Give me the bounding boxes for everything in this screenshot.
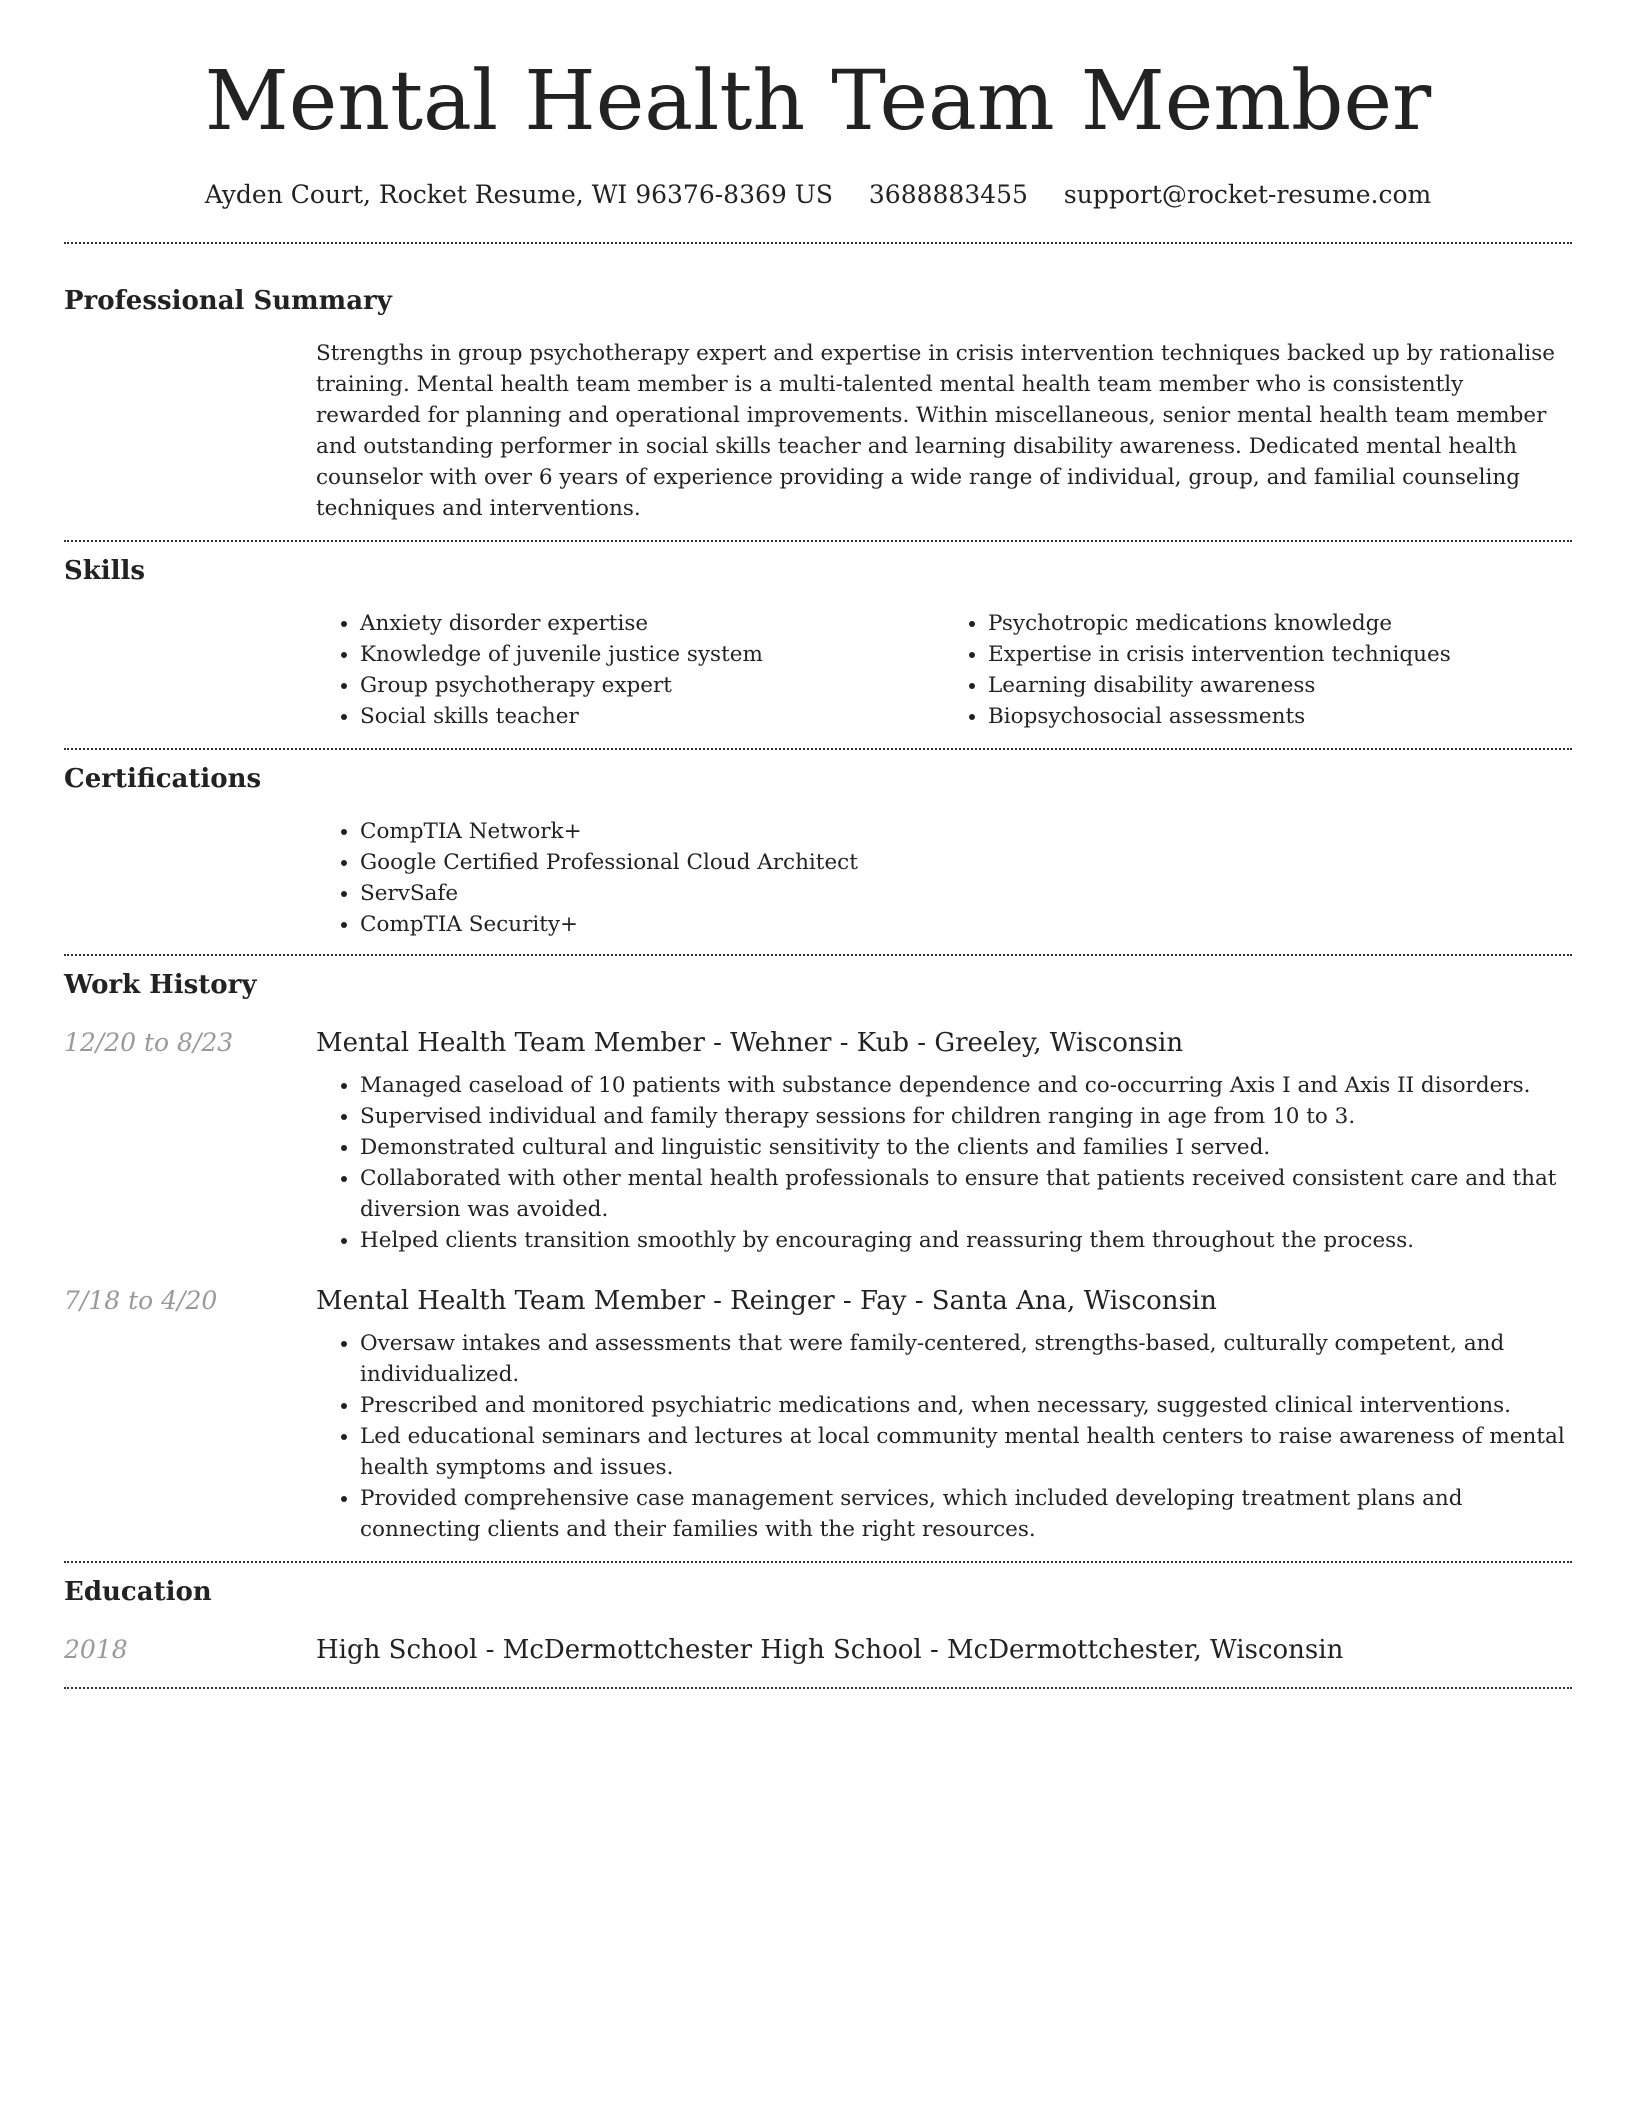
list-item: • Supervised individual and family therapy sessions for children ranging in age from 10 to 3. bbox=[360, 1101, 1572, 1132]
job-heading bbox=[64, 1026, 1572, 1060]
list-item: • Managed caseload of 10 patients with substance dependence and co-occurring Axis I and Axis II disorders. bbox=[360, 1070, 1572, 1101]
list-item: • Learning disability awareness bbox=[988, 670, 1572, 701]
section-title: Education bbox=[64, 1577, 212, 1607]
section-title: Work History bbox=[64, 970, 257, 1000]
section-title: Professional Summary bbox=[64, 286, 392, 316]
job-title: Mental Health Team Member - Reinger - Fay - Santa Ana, Wisconsin bbox=[316, 1286, 1217, 1316]
education-year: 2018 bbox=[64, 1635, 128, 1664]
education-section bbox=[64, 1575, 1572, 1667]
job-dates: 7/18 to 4/20 bbox=[64, 1286, 218, 1315]
list-item: • Provided comprehensive case management services, which included developing treatment plans and connecting clients and their families with the right resources. bbox=[360, 1483, 1572, 1545]
list-item: • Google Certified Professional Cloud Architect bbox=[360, 847, 1572, 878]
list-item: • Demonstrated cultural and linguistic sensitivity to the clients and families I served. bbox=[360, 1132, 1572, 1163]
job-bullets bbox=[316, 1070, 1572, 1256]
resume-header bbox=[64, 0, 1572, 212]
divider bbox=[64, 1561, 1572, 1563]
list-item: • ServSafe bbox=[360, 878, 1572, 909]
job-heading bbox=[64, 1284, 1572, 1318]
list-item: • Prescribed and monitored psychiatric medications and, when necessary, suggested clinical interventions. bbox=[360, 1390, 1572, 1421]
job-entry bbox=[64, 1026, 1572, 1256]
list-item: • Knowledge of juvenile justice system bbox=[360, 639, 944, 670]
education-title: High School - McDermottchester High School - McDermottchester, Wisconsin bbox=[316, 1635, 1344, 1665]
work-history-section bbox=[64, 968, 1572, 1545]
divider bbox=[64, 242, 1572, 244]
list-item: • Psychotropic medications knowledge bbox=[988, 608, 1572, 639]
list-item: • CompTIA Network+ bbox=[360, 816, 1572, 847]
contact-phone: 3688883455 bbox=[868, 180, 1028, 209]
list-item: • Helped clients transition smoothly by encouraging and reassuring them throughout the process. bbox=[360, 1225, 1572, 1256]
resume-page bbox=[64, 0, 1572, 1689]
list-item: • Group psychotherapy expert bbox=[360, 670, 944, 701]
list-item: • Collaborated with other mental health professionals to ensure that patients received consistent care and that diversion was avoided. bbox=[360, 1163, 1572, 1225]
contact-line bbox=[64, 178, 1572, 212]
list-item: • Oversaw intakes and assessments that were family-centered, strengths-based, culturally competent, and individualized. bbox=[360, 1328, 1572, 1390]
certifications-section bbox=[64, 762, 1572, 940]
list-item: • Biopsychosocial assessments bbox=[988, 701, 1572, 732]
skills-list-right bbox=[944, 608, 1572, 732]
divider bbox=[64, 954, 1572, 956]
job-title: Mental Health Team Member - Wehner - Kub - Greeley, Wisconsin bbox=[316, 1028, 1184, 1058]
education-entry bbox=[64, 1633, 1572, 1667]
divider bbox=[64, 540, 1572, 542]
list-item: • Anxiety disorder expertise bbox=[360, 608, 944, 639]
summary-section bbox=[64, 284, 1572, 524]
list-item: • CompTIA Security+ bbox=[360, 909, 1572, 940]
skills-grid bbox=[316, 608, 1572, 732]
section-title: Skills bbox=[64, 556, 146, 586]
list-item: • Expertise in crisis intervention techniques bbox=[988, 639, 1572, 670]
certifications-block bbox=[316, 816, 1572, 940]
certifications-list bbox=[316, 816, 1572, 940]
divider bbox=[64, 748, 1572, 750]
list-item: • Social skills teacher bbox=[360, 701, 944, 732]
job-entry bbox=[64, 1284, 1572, 1545]
section-title: Certifications bbox=[64, 764, 262, 794]
summary-text: Strengths in group psychotherapy expert and expertise in crisis intervention techniques backed up by rationalise training. Mental health team member is a multi-talented mental health team member who is consistently rewarded for planning and operational improvements. Within miscellaneous, senior mental health team member and outstanding performer in social skills teacher and learning disability awareness. Dedicated mental health counselor with over 6 years of experience providing a wide range of individual, group, and familial counseling techniques and interventions. bbox=[316, 341, 1556, 521]
divider bbox=[64, 1687, 1572, 1689]
skills-section bbox=[64, 554, 1572, 732]
contact-address: Ayden Court, Rocket Resume, WI 96376-8369 US bbox=[204, 180, 833, 209]
job-bullets bbox=[316, 1328, 1572, 1545]
skills-list-left bbox=[316, 608, 944, 732]
candidate-name: Mental Health Team Member bbox=[204, 54, 1432, 149]
list-item: • Led educational seminars and lectures at local community mental health centers to raise awareness of mental health symptoms and issues. bbox=[360, 1421, 1572, 1483]
contact-email: support@rocket-resume.com bbox=[1063, 180, 1432, 209]
job-dates: 12/20 to 8/23 bbox=[64, 1028, 234, 1057]
